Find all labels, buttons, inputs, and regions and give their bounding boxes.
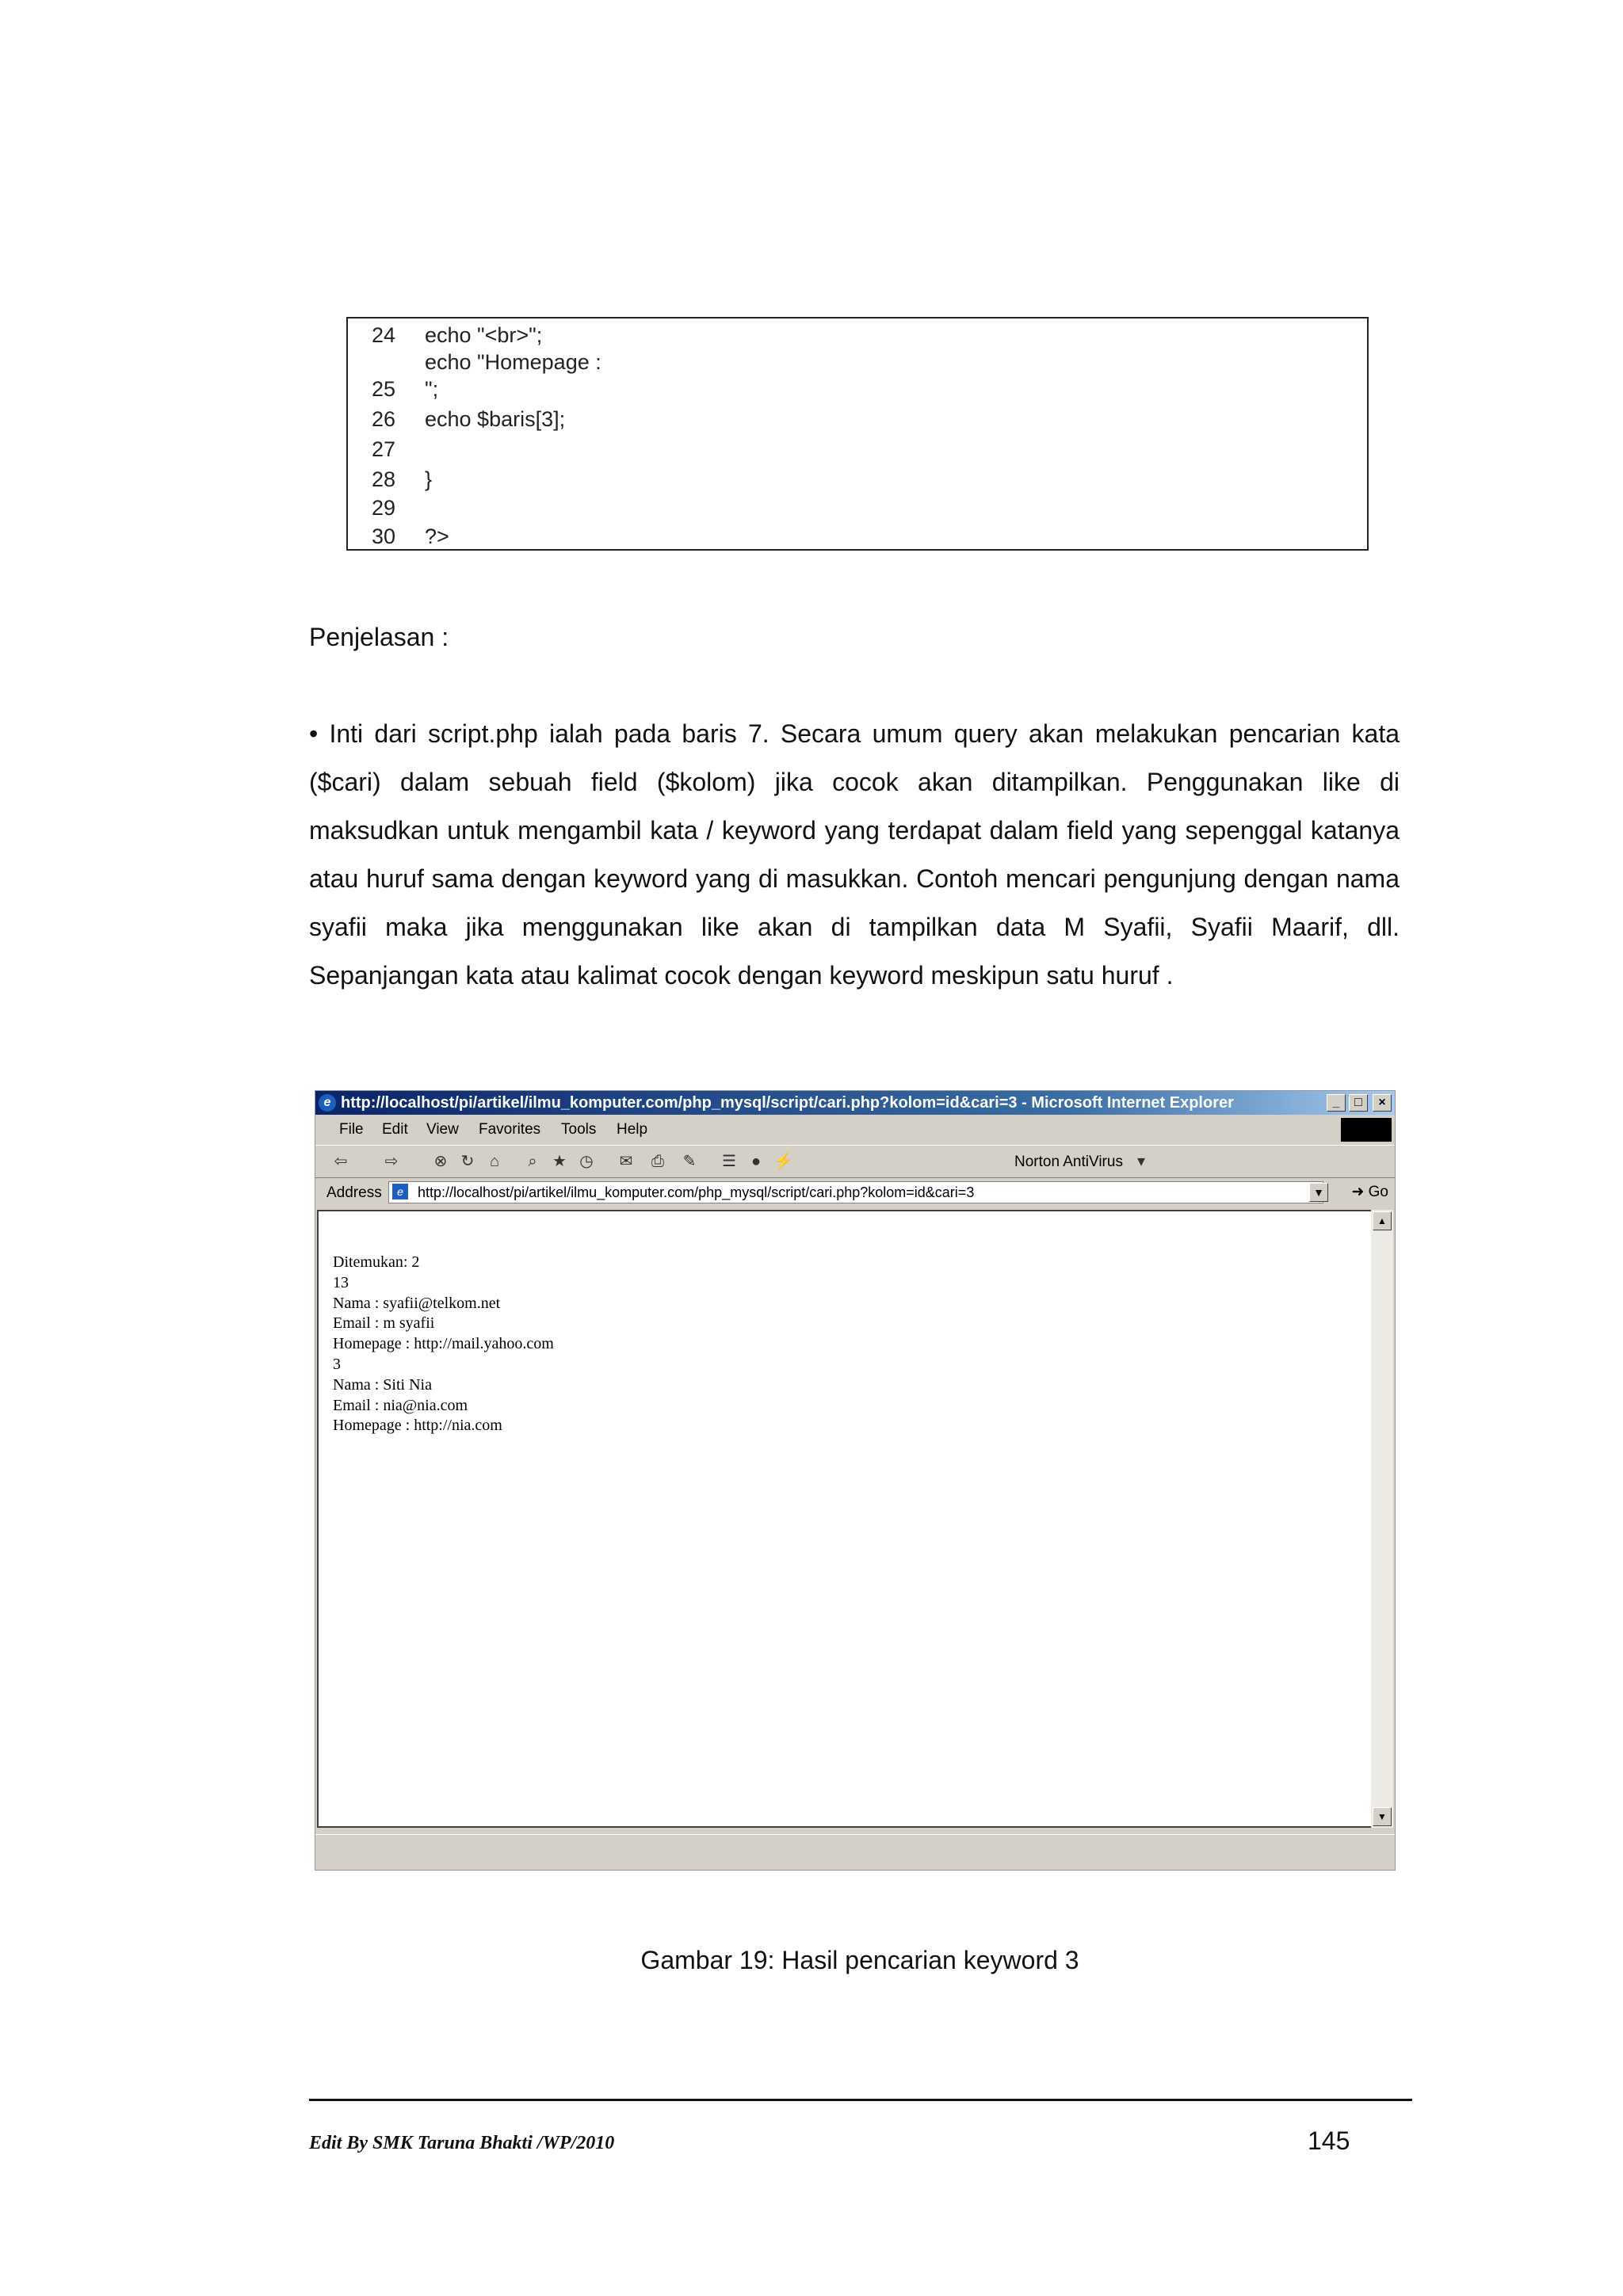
result-line: Homepage : http://mail.yahoo.com	[333, 1335, 554, 1353]
mail-icon[interactable]: ✉	[619, 1153, 633, 1170]
address-value: http://localhost/pi/artikel/ilmu_komputer.com/php_mysql/script/cari.php?kolom=id&cari=3	[418, 1184, 975, 1200]
line-number: 24	[372, 323, 396, 347]
page-icon: e	[392, 1184, 408, 1199]
history-icon[interactable]: ◷	[579, 1153, 594, 1170]
address-label: Address	[327, 1184, 382, 1201]
result-line: 13	[333, 1273, 349, 1291]
refresh-icon[interactable]: ↻	[460, 1153, 475, 1170]
discuss-icon[interactable]: ☰	[722, 1153, 736, 1170]
section-heading: Penjelasan :	[309, 623, 449, 651]
close-button[interactable]: ×	[1373, 1094, 1392, 1112]
page-content	[317, 1210, 1371, 1828]
go-button[interactable]: ➜ Go	[1351, 1184, 1388, 1200]
back-icon[interactable]: ⇦	[334, 1153, 348, 1170]
norton-antivirus-label[interactable]: Norton AntiVirus	[1014, 1154, 1123, 1170]
address-dropdown-button[interactable]: ▼	[1309, 1183, 1328, 1202]
search-results	[333, 1253, 554, 1436]
search-icon[interactable]: ⌕	[528, 1153, 537, 1170]
stop-icon[interactable]: ⊗	[433, 1153, 448, 1170]
line-number: 29	[372, 496, 396, 520]
result-line: Email : m syafii	[333, 1314, 435, 1333]
scroll-up-icon[interactable]: ▲	[1373, 1211, 1392, 1230]
title-bar	[315, 1091, 1395, 1115]
result-line: Nama : Siti Nia	[333, 1375, 432, 1394]
line-number: 27	[372, 437, 396, 461]
explanation-paragraph: • Inti dari script.php ialah pada baris 7. Secara umum query akan melakukan pencarian kata ($cari) dalam sebuah field ($kolom) jika cocok akan ditampilkan. Penggunakan like di maksudkan untuk mengambil kata / keyword yang terdapat dalam field yang sepenggal katanya atau huruf sama dengan keyword yang di masukkan. Contoh mencari pengunjung dengan nama syafii maka jika menggunakan like akan di tampilkan data M Syafii, Syafii Maarif, dll. Sepanjangan kata atau kalimat cocok dengan keyword meskipun satu huruf .	[309, 719, 1400, 990]
result-line: Ditemukan: 2	[333, 1253, 420, 1271]
windows-logo-icon	[1341, 1118, 1392, 1142]
ie-icon: e	[319, 1094, 336, 1112]
result-line: Nama : syafii@telkom.net	[333, 1294, 501, 1312]
line-number: 26	[372, 407, 396, 431]
status-bar	[315, 1834, 1395, 1870]
norton-icon[interactable]: ▾	[1136, 1153, 1146, 1170]
favorites-icon[interactable]: ★	[552, 1153, 567, 1170]
go-label: Go	[1368, 1184, 1388, 1200]
related-icon[interactable]: ⚡	[773, 1153, 793, 1170]
menu-view[interactable]: View	[426, 1121, 459, 1138]
code-text: }	[425, 467, 433, 491]
code-text: echo $baris[3];	[425, 407, 566, 431]
home-icon[interactable]: ⌂	[489, 1153, 500, 1170]
menu-help[interactable]: Help	[617, 1121, 648, 1138]
minimize-button[interactable]: _	[1327, 1094, 1346, 1112]
browser-window	[315, 1090, 1396, 1871]
code-text: ";	[425, 377, 439, 401]
line-number: 25	[372, 377, 396, 401]
print-icon[interactable]: ⎙	[651, 1153, 664, 1170]
result-line: Email : nia@nia.com	[333, 1396, 468, 1414]
edit-icon[interactable]: ✎	[682, 1153, 697, 1170]
scroll-down-icon[interactable]: ▼	[1373, 1807, 1392, 1826]
address-input[interactable]	[388, 1181, 1323, 1203]
code-listing	[346, 317, 1369, 551]
figure-caption: Gambar 19: Hasil pencarian keyword 3	[640, 1946, 1079, 1974]
code-text: echo "Homepage :	[425, 350, 601, 374]
address-bar	[315, 1178, 1395, 1207]
window-title: http://localhost/pi/artikel/ilmu_komputer.com/php_mysql/script/cari.php?kolom=id&cari=3 - Microsoft Internet Explorer	[341, 1094, 1234, 1112]
menu-bar	[315, 1116, 1395, 1143]
menu-favorites[interactable]: Favorites	[479, 1121, 541, 1138]
line-number: 30	[372, 524, 396, 548]
line-number: 28	[372, 467, 396, 491]
forward-icon[interactable]: ⇨	[384, 1153, 399, 1170]
footer-credit: Edit By SMK Taruna Bhakti /WP/2010	[309, 2133, 615, 2153]
footer-divider	[309, 2099, 1412, 2101]
result-line: Homepage : http://nia.com	[333, 1417, 502, 1435]
menu-file[interactable]: File	[339, 1121, 364, 1138]
code-text: echo "<br>";	[425, 323, 543, 347]
vertical-scrollbar[interactable]	[1371, 1210, 1393, 1828]
result-line: 3	[333, 1355, 341, 1373]
toolbar	[315, 1145, 1395, 1178]
messenger-icon[interactable]: ●	[750, 1153, 762, 1170]
page-number: 145	[1308, 2126, 1350, 2155]
code-text: ?>	[425, 524, 449, 548]
menu-edit[interactable]: Edit	[382, 1121, 408, 1138]
maximize-button[interactable]: □	[1349, 1094, 1368, 1112]
menu-tools[interactable]: Tools	[561, 1121, 597, 1138]
